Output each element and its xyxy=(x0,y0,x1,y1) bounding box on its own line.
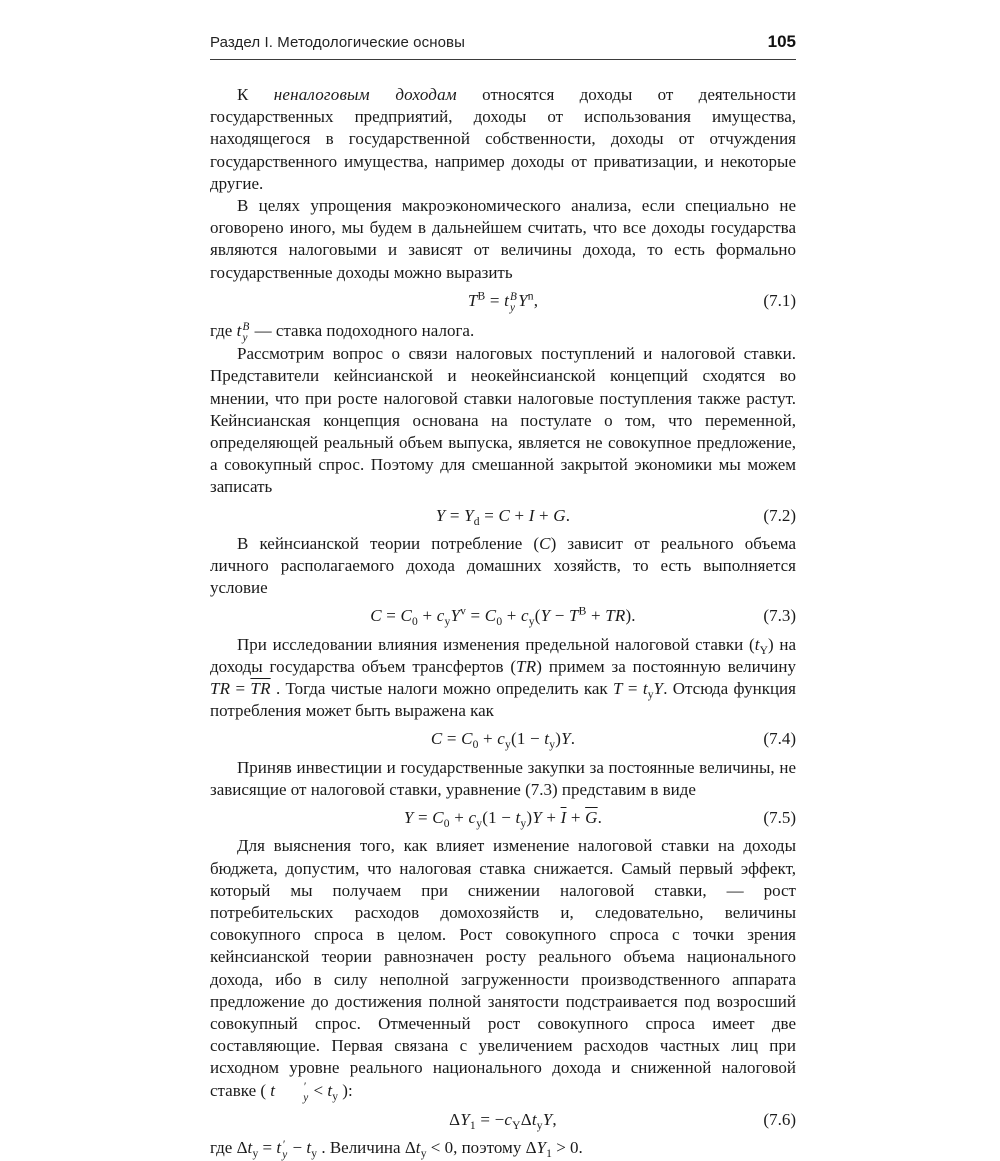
section-title: Раздел I. Методологические основы xyxy=(210,34,465,51)
page-body xyxy=(210,84,796,1161)
formula: $Y = C_0 + c_y(1 - t_y)Y + \overline{I} + \overline{G}$. xyxy=(403,808,603,831)
body-paragraph: В кейнсианской теории потребление (C) зависит от реального объема личного располагаемого дохода домашних хозяйств, то есть выполняется условие xyxy=(210,533,797,598)
formula: $C = C_0 + c_y(1 - t_y)Y$. xyxy=(430,729,576,752)
running-head xyxy=(210,32,796,60)
formula: $C = C_0 + c_yY^v = C_0 + c_y(Y - T^B + TR)$. xyxy=(370,605,636,629)
body-paragraph: К неналоговым доходам относятся доходы от деятельности государственных предприятий, доходы от использования имущества, находящегося в государственной собственности, доходы от отчуждения государственного имущества, например доходы от приватизации, и некоторые другие. xyxy=(210,85,796,193)
body-paragraph: Рассмотрим вопрос о связи налоговых поступлений и налоговой ставки. Представители кейнсианской и неокейнсианской концепций сходятся во мнении, что при росте налоговой ставки налоговые поступления также растут. Кейнсианская концепция основана на постулате о том, что переменной, определяющей реальный объем выпуска, является не совокупное предложение, а совокупный спрос. Поэтому для смешанной закрытой экономики мы можем записать xyxy=(210,344,796,497)
formula-row xyxy=(210,807,796,829)
formula-row xyxy=(210,290,796,314)
body-paragraph: Приняв инвестиции и государственные закупки за постоянные величины, не зависящие от налоговой ставки, уравнение (7.3) представим в виде xyxy=(210,757,796,799)
formula: $T^B = t$ B y $Y^n$, xyxy=(467,289,539,314)
formula-row xyxy=(210,505,796,527)
page-number: 105 xyxy=(767,32,796,51)
equation-number: (7.4) xyxy=(763,729,796,749)
formula: $\Delta Y_1 = -c_Y\Delta t_yY$, xyxy=(449,1110,557,1133)
formula-row xyxy=(210,1109,796,1131)
page-column xyxy=(210,32,796,1161)
body-paragraph: где $\Delta t_y = t$ ′ y − $t_y$ . Величина $\Delta t_y < 0$, поэтому $\Delta Y_1 > 0$. xyxy=(210,1138,583,1161)
equation-number: (7.5) xyxy=(763,808,796,828)
body-paragraph: где t B y — ставка подоходного налога. xyxy=(210,320,475,344)
body-paragraph: Для выяснения того, как влияет изменение налоговой ставки на доходы бюджета, допустим, что налоговая ставка снижается. Самый первый эффект, который мы получаем при снижении налоговой ставки, — рост потребительских расходов домохозяйств и, следовательно, величины совокупного спроса в целом. Рост совокупного спроса с точки зрения кейнсианской теории равнозначен росту реального объема национального дохода, ибо в силу неполной загруженности производственного аппарата предложение до достижения полной занятости подстраивается под возросший совокупный спрос. Отмеченный рост совокупного спроса имеет две составляющие. Первая связана с увеличением расходов частных лиц при исходном уровне реального национального дохода и сниженной налоговой ставке ( t ′ y < $t_y$ ): xyxy=(210,836,796,1104)
equation-number: (7.3) xyxy=(763,606,796,626)
body-paragraph: В целях упрощения макроэкономического анализа, если специально не оговорено иного, мы будем в дальнейшем считать, что все доходы государства являются налоговыми и зависят от величины дохода, то есть формально государственные доходы можно выразить xyxy=(210,196,796,282)
body-paragraph: При исследовании влияния изменения предельной налоговой ставки $(t_Y)$ на доходы государства объем трансфертов (TR) примем за постоянную величину TR = $\overline{TR}$ . Тогда чистые налоги можно определить как $T = t_yY$. Отсюда функция потребления может быть выражена как xyxy=(210,634,797,721)
formula-row xyxy=(210,728,796,750)
equation-number: (7.1) xyxy=(763,290,796,310)
equation-number: (7.2) xyxy=(763,505,796,525)
equation-number: (7.6) xyxy=(763,1110,796,1130)
formula: $Y = Y_d = C + I + G$. xyxy=(435,505,571,528)
formula-row xyxy=(210,605,796,627)
